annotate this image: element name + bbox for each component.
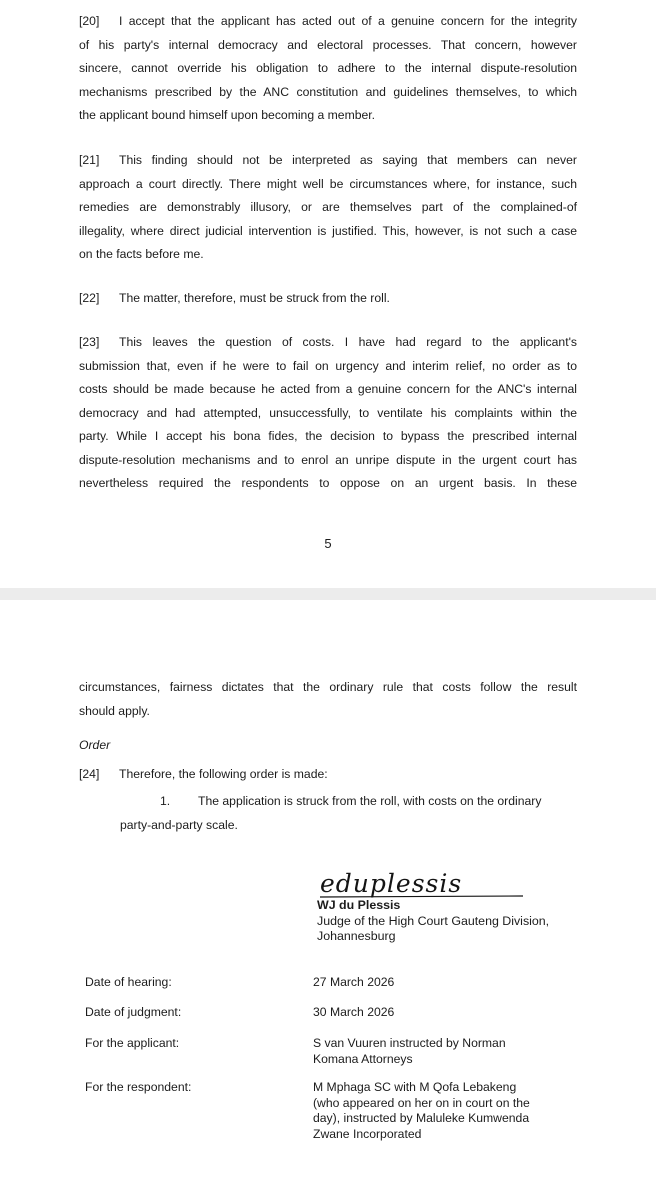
signer-title-line: Johannesburg (317, 929, 396, 943)
paragraph-number: [21] (79, 153, 100, 167)
label-for-the-respondent: For the respondent: (85, 1080, 192, 1094)
paragraph-22 (79, 287, 577, 311)
paragraph-line: [23] This leaves the question of costs. I have had regard to the applicant's (79, 331, 577, 355)
paragraph-23-continued (79, 676, 577, 723)
paragraph-number: [22] (79, 291, 100, 305)
paragraph-line: dispute-resolution mechanisms and to enrol an unripe dispute in the urgent court has (79, 452, 577, 467)
order-intro-text: Therefore, the following order is made: (119, 767, 328, 781)
value-for-the-respondent: M Mphaga SC with M Qofa Lebakeng (who appeared on her on in court on the day), instructed by Maluleke Kumwenda Zwane Incorporated (313, 1080, 530, 1141)
signature-glyphs: eduplessis (320, 869, 463, 898)
paragraph-line: of his party's internal democracy and electoral processes. That concern, however (79, 37, 577, 52)
paragraph-line: [21] This finding should not be interpreted as saying that members can never (79, 149, 577, 173)
signer-title-line: Judge of the High Court Gauteng Division, (317, 913, 550, 928)
order-item-line: 1. The application is struck from the roll, with costs on the ordinary (160, 790, 580, 814)
paragraph-number: [24] (79, 767, 100, 781)
order-intro (79, 767, 328, 781)
document-page-5 (0, 0, 656, 588)
paragraph-line: sincere, cannot override his obligation to adhere to the internal dispute-resolution (79, 61, 577, 75)
page-number: 5 (324, 536, 332, 551)
paragraph-number: [23] (79, 335, 100, 349)
order-item-line: party-and-party scale. (120, 817, 238, 832)
paragraph-line: illegality, where direct judicial intervention is justified. This, however, is not such a case (79, 223, 577, 238)
label-date-of-judgment: Date of judgment: (85, 1005, 182, 1019)
paragraph-line: [22] The matter, therefore, must be struck from the roll. (79, 287, 577, 311)
paragraph-line: party. While I accept his bona fides, the decision to bypass the prescribed internal (79, 429, 577, 443)
order-heading: Order (79, 738, 111, 752)
paragraph-21 (79, 149, 577, 267)
paragraph-line: [20] I accept that the applicant has acted out of a genuine concern for the integrity (79, 10, 577, 34)
paragraph-line: on the facts before me. (79, 247, 204, 261)
signer-name: WJ du Plessis (317, 898, 401, 912)
order-item-1 (120, 790, 580, 837)
signer-block (317, 898, 549, 945)
paragraph-23 (79, 331, 577, 496)
paragraph-line: the applicant bound himself upon becoming a member. (79, 108, 376, 122)
handwritten-signature (318, 868, 528, 902)
paragraph-line: circumstances, fairness dictates that the ordinary rule that costs follow the result (79, 680, 577, 694)
paragraph-line: mechanisms prescribed by the ANC constitution and guidelines themselves, to which (79, 84, 577, 99)
paragraph-line: should apply. (79, 703, 150, 718)
value-for-the-applicant: S van Vuuren instructed by Norman Komana Attorneys (313, 1036, 506, 1066)
paragraph-line: submission that, even if he were to fail on urgency and interim relief, no order as to (79, 358, 577, 373)
value-date-of-hearing: 27 March 2026 (313, 975, 395, 989)
paragraph-line: remedies are demonstrably illusory, or are themselves part of the complained-of (79, 200, 577, 214)
paragraph-20 (79, 10, 577, 128)
paragraph-line: costs should be made because he acted from a genuine concern for the ANC's internal (79, 382, 577, 396)
value-date-of-judgment: 30 March 2026 (313, 1005, 395, 1019)
paragraph-line: nevertheless required the respondents to oppose on an urgent basis. In these (79, 476, 577, 490)
label-for-the-applicant: For the applicant: (85, 1036, 180, 1050)
paragraph-line: approach a court directly. There might well be circumstances where, for instance, such (79, 176, 577, 191)
paragraph-number: [20] (79, 14, 100, 28)
label-date-of-hearing: Date of hearing: (85, 975, 172, 989)
paragraph-line: democracy and had attempted, unsuccessfully, to ventilate his complaints within the (79, 405, 577, 420)
order-item-number: 1. (160, 794, 171, 808)
